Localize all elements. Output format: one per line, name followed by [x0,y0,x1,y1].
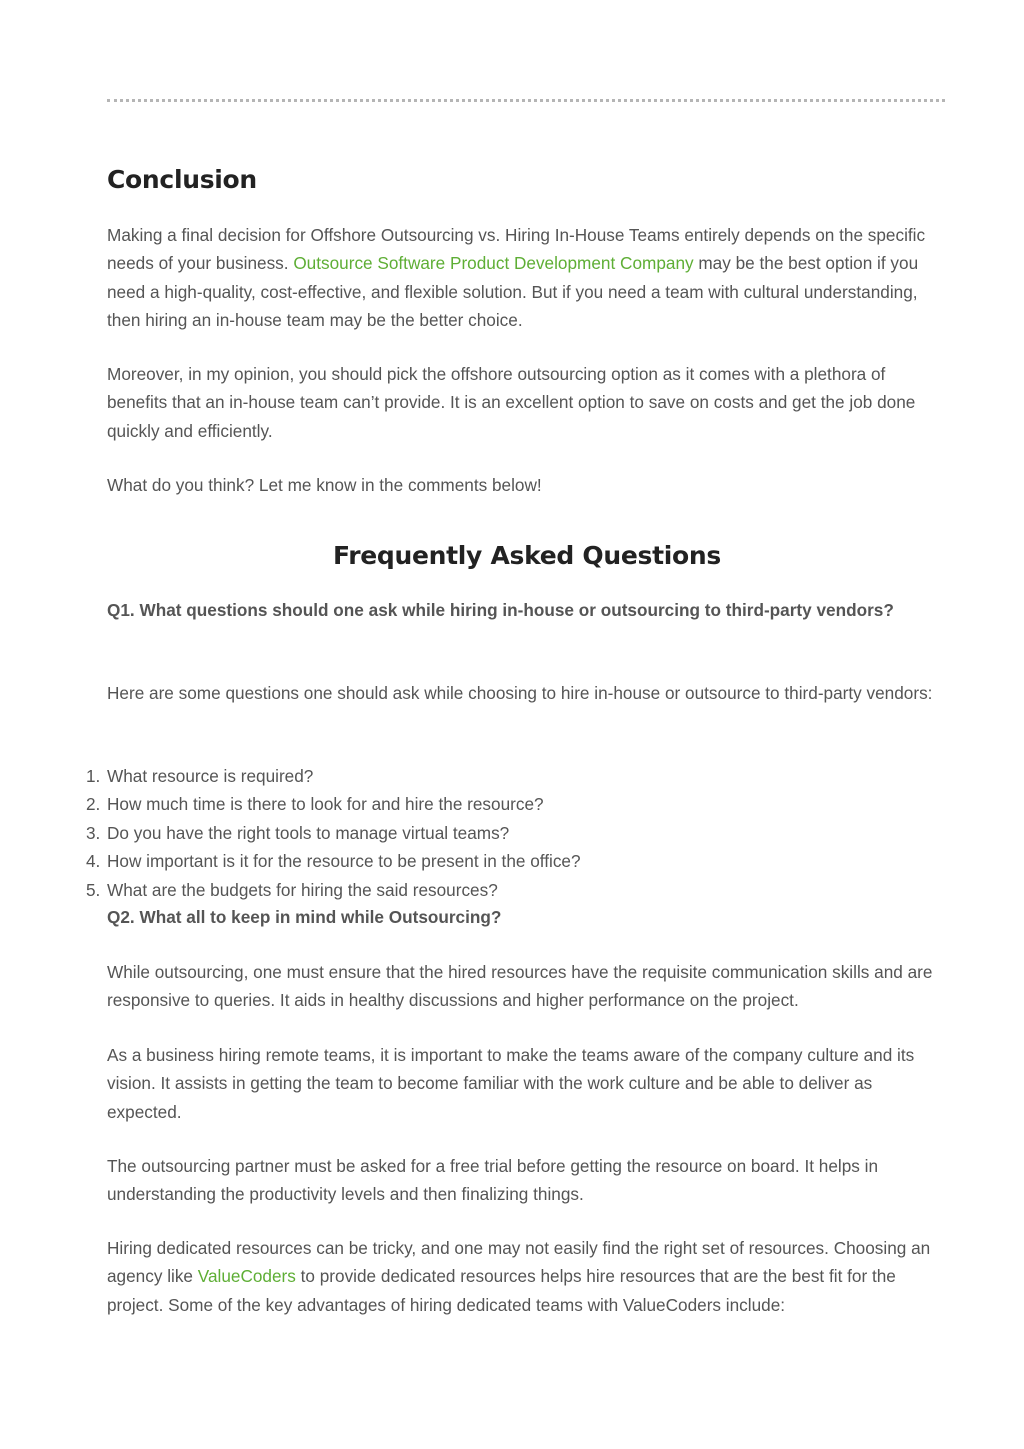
list-text: How important is it for the resource to be present in the office? [107,851,581,872]
faq-heading: Frequently Asked Questions [333,541,721,570]
faq-text-4b: to provide dedicated resources helps hire resources that are the best fit for the project. Some of the key advantages of hiring dedicated teams with ValueCoders include: [107,1266,896,1315]
faq-answer-2-paragraph-3: The outsourcing partner must be asked for a free trial before getting the resource on board. It helps in understanding the productivity levels and then finalizing things. [107,1156,879,1205]
list-text: Do you have the right tools to manage virtual teams? [107,822,510,843]
list-item [86,876,947,904]
list-item [86,762,947,790]
faq-answer-1-list [86,762,947,904]
list-text: What resource is required? [107,766,314,786]
list-number: 5. [86,879,101,900]
faq-question-1: Q1. What questions should one ask while hiring in-house or outsourcing to third-party vendors? [107,600,894,620]
list-number: 4. [86,851,101,872]
faq-answer-2-paragraph-4 [107,1234,947,1319]
conclusion-paragraph-2: Moreover, in my opinion, you should pick the offshore outsourcing option as it comes with a plethora of benefits that an in-house team can’t provide. It is an excellent option to save on costs and get the job done quickly and efficiently. [107,364,916,441]
conclusion-paragraph-3: What do you think? Let me know in the comments below! [107,475,542,495]
list-text: What are the budgets for hiring the said resources? [107,879,498,900]
list-item [86,819,947,847]
conclusion-text-1b: may be the best option if you need a high-quality, cost-effective, and flexible solution. But if you need a team with cultural understanding, then hiring an in-house team may be the better choice. [107,253,919,331]
dotted-divider [107,99,945,102]
faq-answer-2-paragraph-1: While outsourcing, one must ensure that the hired resources have the requisite communication skills and are responsive to queries. It aids in healthy discussions and higher performance on the project. [107,962,933,1011]
conclusion-heading: Conclusion [107,165,257,194]
list-number: 1. [86,766,101,786]
faq-question-2: Q2. What all to keep in mind while Outsourcing? [107,907,502,927]
outsource-software-link[interactable]: Outsource Software Product Development Company [293,253,694,274]
conclusion-text-1a: Making a final decision for Offshore Outsourcing vs. Hiring In-House Teams entirely depends on the specific needs of your business. [107,225,926,274]
faq-text-4a: Hiring dedicated resources can be tricky, and one may not easily find the right set of resources. Choosing an agency like [107,1238,931,1287]
faq-answer-2-paragraph-2: As a business hiring remote teams, it is important to make the teams aware of the company culture and its vision. It assists in getting the team to become familiar with the work culture and be able to deliver as expected. [107,1045,915,1122]
list-text: How much time is there to look for and hire the resource? [107,794,544,815]
list-number: 2. [86,794,101,815]
list-item [86,847,947,875]
valuecoders-link[interactable]: ValueCoders [197,1266,296,1287]
list-item [86,790,947,818]
conclusion-paragraph-1 [107,221,947,335]
list-number: 3. [86,822,101,843]
faq-answer-1-intro: Here are some questions one should ask while choosing to hire in-house or outsource to third-party vendors: [107,683,933,703]
